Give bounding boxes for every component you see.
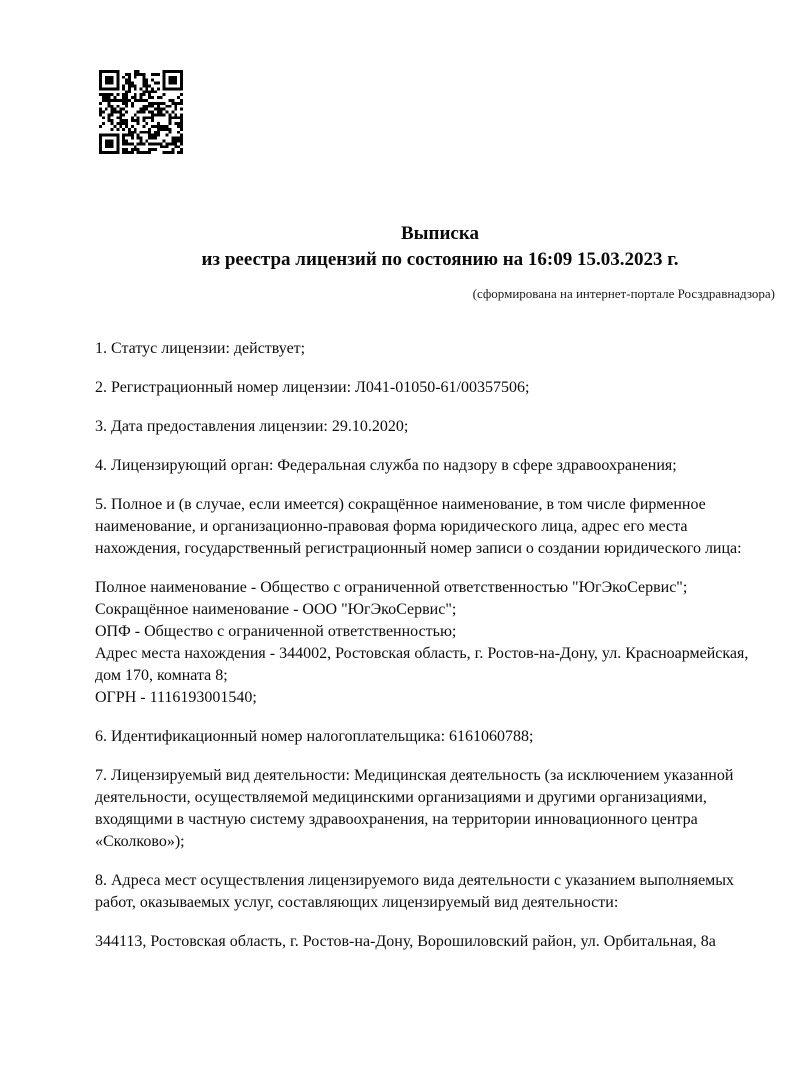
document-content <box>95 0 785 970</box>
legal-entity-details-paragraph: Полное наименование - Общество с ограниченной ответственностью "ЮгЭкоСервис"; Сокращённое наименование - ООО "ЮгЭкоСервис"; ОПФ - Общество с ограниченной ответственностью; Адрес места нахождения - 344002, Ростовская область, г. Ростов-на-Дону, ул. Красноармейская, дом 170, комната 8; ОГРН - 1116193001540; <box>95 579 749 706</box>
registration-number-paragraph: 2. Регистрационный номер лицензии: Л041-01050-61/00357506; <box>95 379 530 396</box>
grant-date-paragraph: 3. Дата предоставления лицензии: 29.10.2020; <box>95 418 409 435</box>
legal-entity-heading-paragraph: 5. Полное и (в случае, если имеется) сокращённое наименование, в том числе фирменное наименование, и организационно-правовая форма юридического лица, адрес его места нахождения, государственный регистрационный номер записи о создании юридического лица: <box>95 496 742 557</box>
activity-addresses-heading-paragraph: 8. Адреса мест осуществления лицензируемого вида деятельности с указанием выполняемых работ, оказываемых услуг, составляющих лицензируемый вид деятельности: <box>95 872 735 911</box>
activity-address-paragraph: 344113, Ростовская область, г. Ростов-на-Дону, Ворошиловский район, ул. Орбитальная, 8а <box>95 933 716 950</box>
licensing-authority-paragraph: 4. Лицензирующий орган: Федеральная служба по надзору в сфере здравоохранения; <box>95 457 677 474</box>
taxpayer-id-paragraph: 6. Идентификационный номер налогоплательщика: 6161060788; <box>95 728 534 745</box>
document-body <box>95 338 785 953</box>
licensed-activity-paragraph: 7. Лицензируемый вид деятельности: Медицинская деятельность (за исключением указанной деятельности, осуществляемой медицинскими организациями и другими организациями, входящими в частную систему здравоохранения, на территории инновационного центра «Сколково»); <box>95 767 734 850</box>
document-title-line2: из реестра лицензий по состоянию на 16:09 15.03.2023 г. <box>201 249 679 270</box>
license-status-paragraph: 1. Статус лицензии: действует; <box>95 340 306 357</box>
document-subtitle: (сформирована на интернет-портале Росздравнадзора) <box>472 286 775 301</box>
document-title-line1: Выписка <box>401 223 479 244</box>
document-title <box>95 221 785 273</box>
